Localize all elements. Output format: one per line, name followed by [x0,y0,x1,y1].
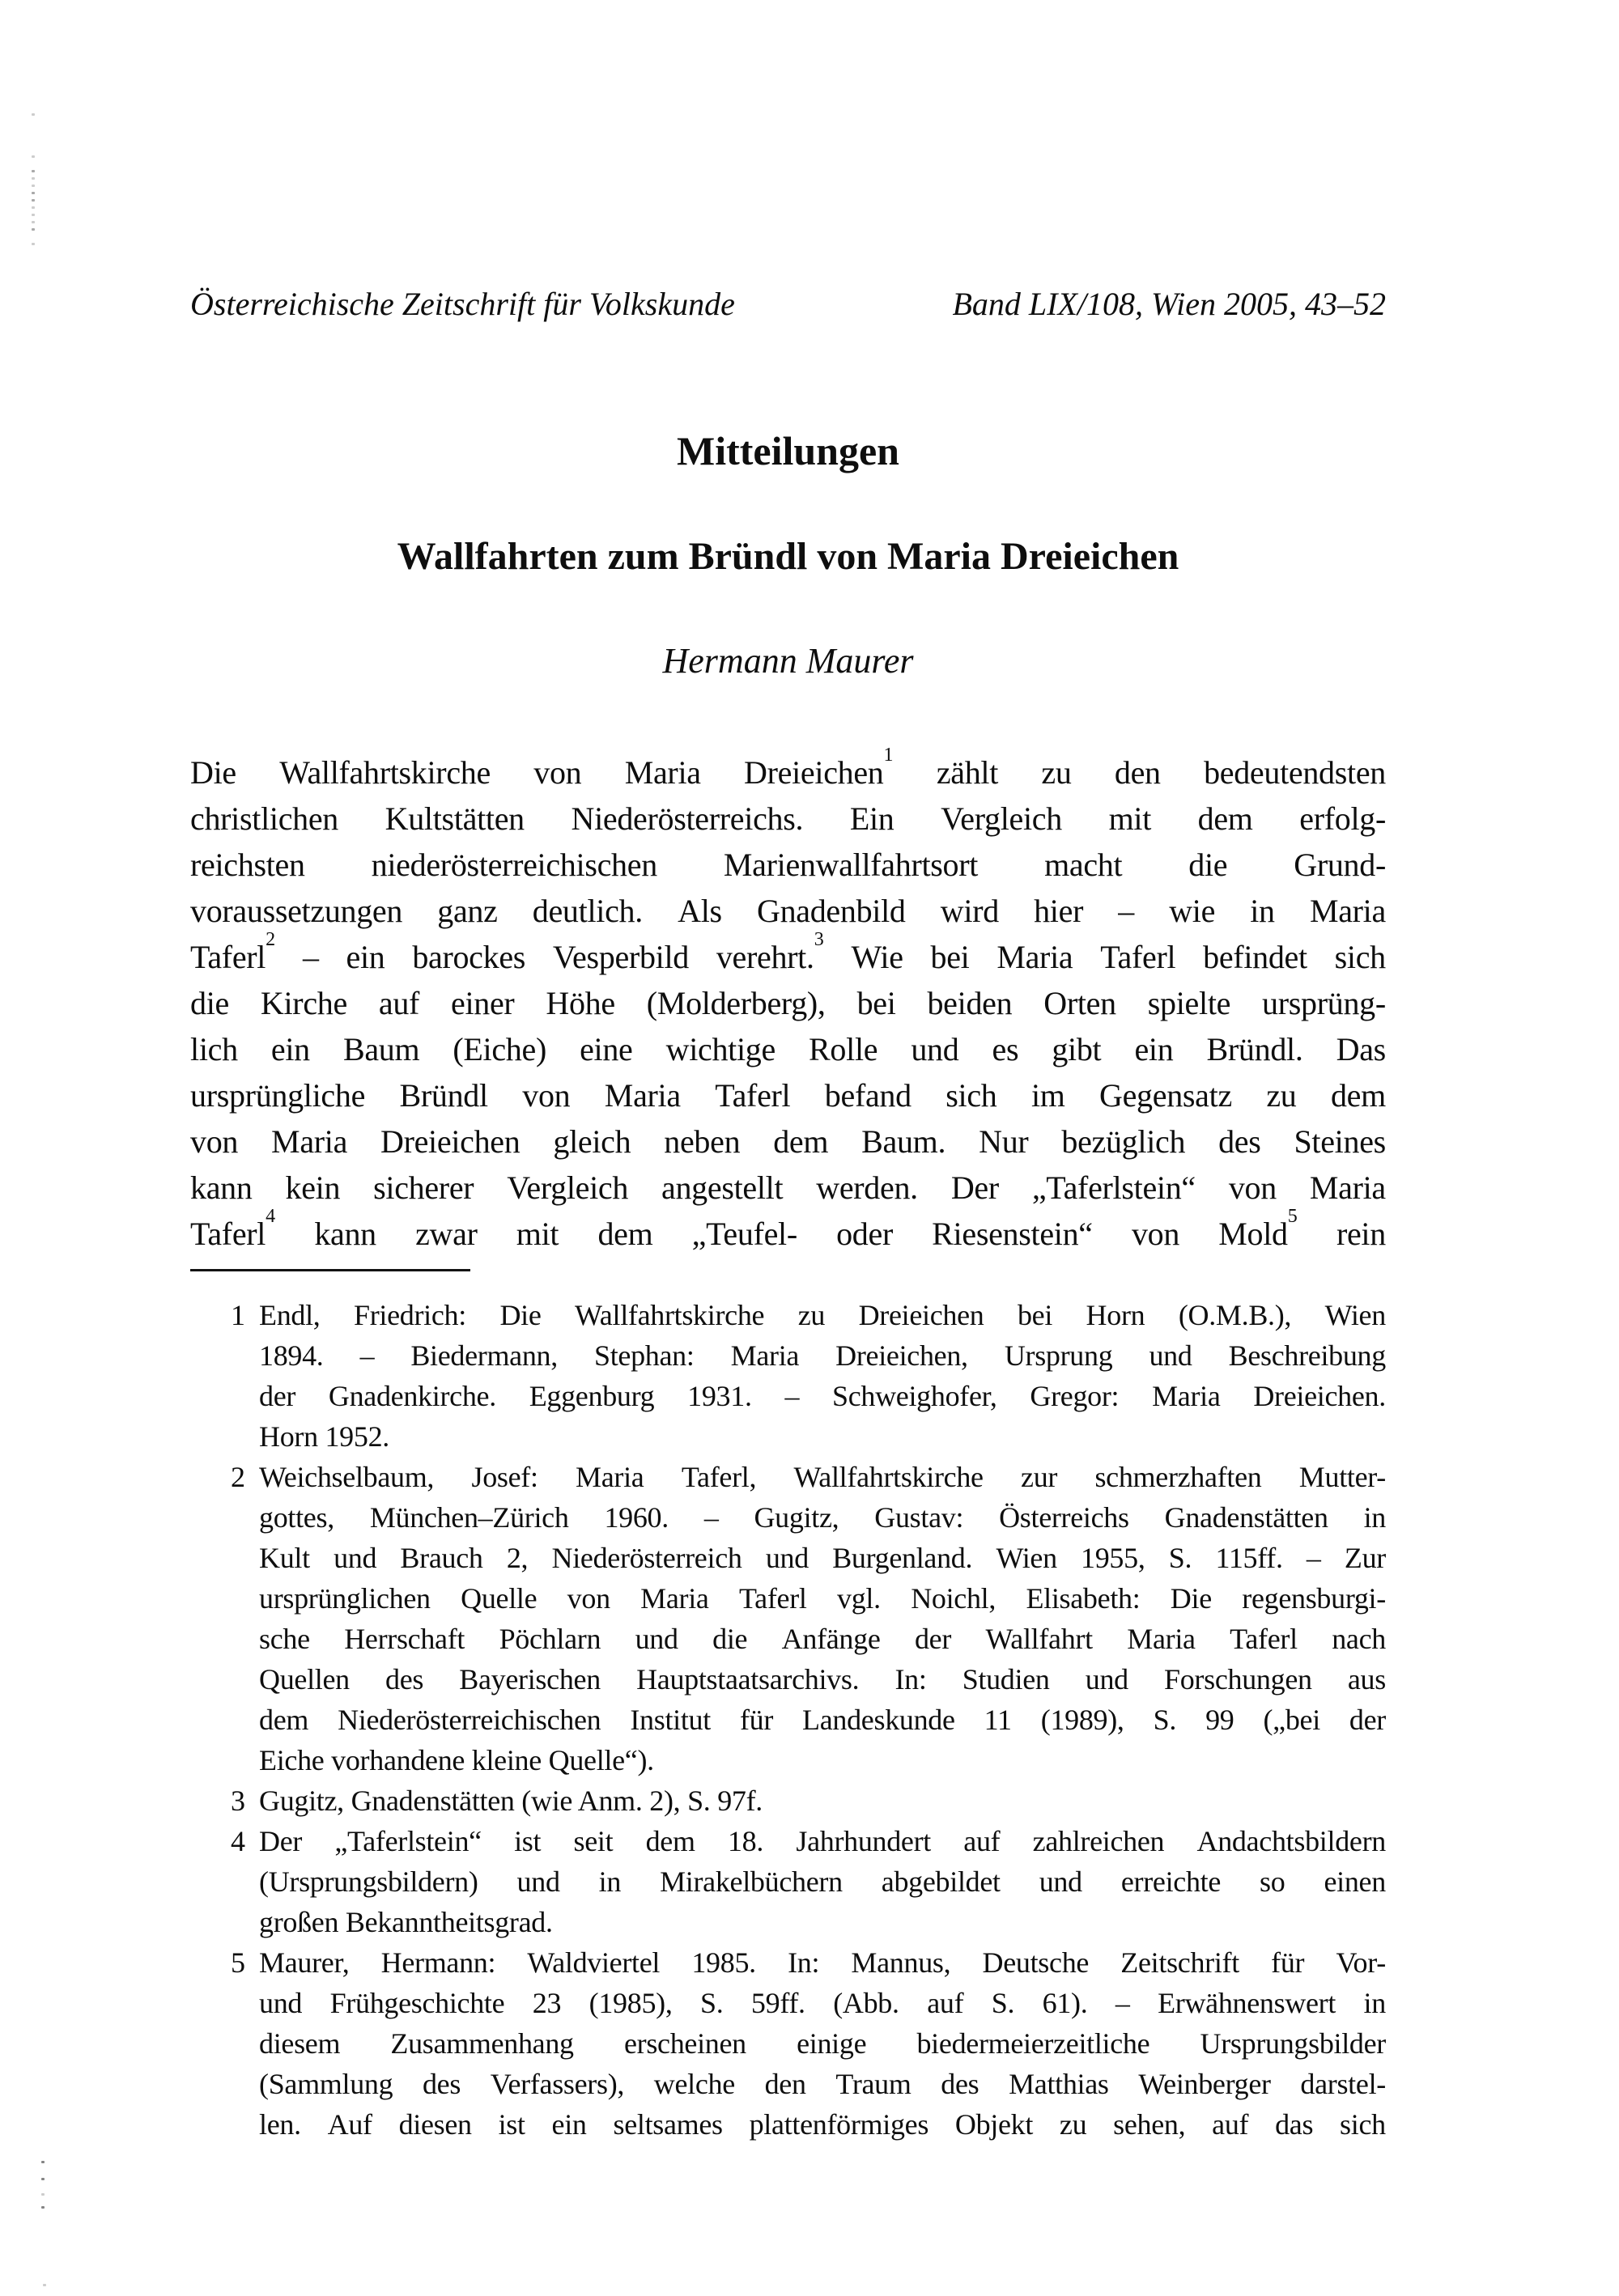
issue-info: Band LIX/108, Wien 2005, 43–52 [952,286,1386,322]
text-line: lich ein Baum (Eiche) eine wichtige Rolle und es gibt ein Bründl. Das [190,1031,1386,1067]
text-line: christlichen Kultstätten Niederösterreichs. Ein Vergleich mit dem erfolg- [190,800,1386,837]
text-line: Kult und Brauch 2, Niederösterreich und Burgenland. Wien 1955, S. 115ff. – Zur [259,1542,1386,1574]
text-line: Quellen des Bayerischen Hauptstaatsarchivs. In: Studien und Forschungen aus [259,1663,1386,1695]
text-line: Taferl$^2$ – ein barockes Vesperbild verehrt.$^3$ Wie bei Maria Taferl befindet sich [190,929,1386,975]
text-line: Horn 1952. [259,1420,389,1453]
text-line: diesem Zusammenhang erscheinen einige biedermeierzeitliche Ursprungsbilder [259,2027,1386,2060]
text-line: dem Niederösterreichischen Institut für Landeskunde 11 (1989), S. 99 („bei der [259,1704,1386,1736]
text-line: kann kein sicherer Vergleich angestellt werden. Der „Taferlstein“ von Maria [190,1169,1386,1206]
article-body [190,745,1386,1257]
text-line: ursprünglichen Quelle von Maria Taferl vgl. Noichl, Elisabeth: Die regensburgi- [259,1582,1386,1615]
footnote-number: 1 [231,1299,245,1331]
footnote-reference: 2 [266,929,276,951]
text-line: len. Auf diesen ist ein seltsames plattenförmiges Objekt zu sehen, auf das sich [259,2108,1386,2141]
footnote-reference: 3 [814,929,824,951]
footnote-number: 5 [231,1946,245,1979]
footnote [231,1942,1386,2145]
text-line: ursprüngliche Bründl von Maria Taferl befand sich im Gegensatz zu dem [190,1077,1386,1114]
text-line: voraussetzungen ganz deutlich. Als Gnadenbild wird hier – wie in Maria [190,893,1386,929]
text-line: sche Herrschaft Pöchlarn und die Anfänge der Wallfahrt Maria Taferl nach [259,1623,1386,1655]
footnote [231,1821,1386,1942]
text-line: der Gnadenkirche. Eggenburg 1931. – Schweighofer, Gregor: Maria Dreieichen. [259,1380,1386,1412]
text-line: gottes, München–Zürich 1960. – Gugitz, Gustav: Österreichs Gnadenstätten in [259,1501,1386,1534]
text-line: Gugitz, Gnadenstätten (wie Anm. 2), S. 97f. [259,1785,763,1817]
footnote-number: 3 [231,1785,245,1817]
text-line: Der „Taferlstein“ ist seit dem 18. Jahrhundert auf zahlreichen Andachtsbildern [259,1825,1386,1857]
footnote-reference: 4 [266,1206,276,1228]
section-title: Mitteilungen [677,428,899,473]
text-line: (Sammlung des Verfassers), welche den Traum des Matthias Weinberger darstel- [259,2068,1386,2100]
footnote-reference: 5 [1287,1206,1298,1228]
text-line: reichsten niederösterreichischen Marienwallfahrtsort macht die Grund- [190,847,1386,883]
footnote-number: 4 [231,1825,245,1857]
text-line: die Kirche auf einer Höhe (Molderberg), bei beiden Orten spielte ursprüng- [190,985,1386,1021]
text-line: (Ursprungsbildern) und in Mirakelbüchern abgebildet und erreichte so einen [259,1865,1386,1898]
author-name: Hermann Maurer [662,641,914,681]
text-line: und Frühgeschichte 23 (1985), S. 59ff. (Abb. auf S. 61). – Erwähnenswert in [259,1987,1386,2019]
footnote-reference: 1 [883,745,894,766]
text-line: Taferl$^4$ kann zwar mit dem „Teufel- oder Riesenstein“ von Mold$^5$ rein [190,1206,1386,1252]
text-line: großen Bekanntheitsgrad. [259,1906,553,1938]
footnote [231,1780,1386,1821]
text-line: Weichselbaum, Josef: Maria Taferl, Wallfahrtskirche zur schmerzhaften Mutter- [259,1461,1386,1493]
article-title: Wallfahrten zum Bründl von Maria Dreieichen [397,535,1179,578]
journal-name: Österreichische Zeitschrift für Volkskunde [190,286,735,322]
text-line: Eiche vorhandene kleine Quelle“). [259,1744,654,1776]
footnote [231,1457,1386,1780]
text-line: Endl, Friedrich: Die Wallfahrtskirche zu Dreieichen bei Horn (O.M.B.), Wien [259,1299,1386,1331]
text-line: von Maria Dreieichen gleich neben dem Baum. Nur bezüglich des Steines [190,1123,1386,1160]
footnotes [231,1295,1386,2145]
footnote-number: 2 [231,1461,245,1493]
page-header [190,285,1386,324]
footnote-separator-rule [190,1269,470,1271]
text-line: Maurer, Hermann: Waldviertel 1985. In: Mannus, Deutsche Zeitschrift für Vor- [259,1946,1386,1979]
footnote [231,1295,1386,1457]
text-line: Die Wallfahrtskirche von Maria Dreieichen$^1$ zählt zu den bedeutendsten [190,745,1386,791]
text-line: 1894. – Biedermann, Stephan: Maria Dreieichen, Ursprung und Beschreibung [259,1339,1386,1372]
